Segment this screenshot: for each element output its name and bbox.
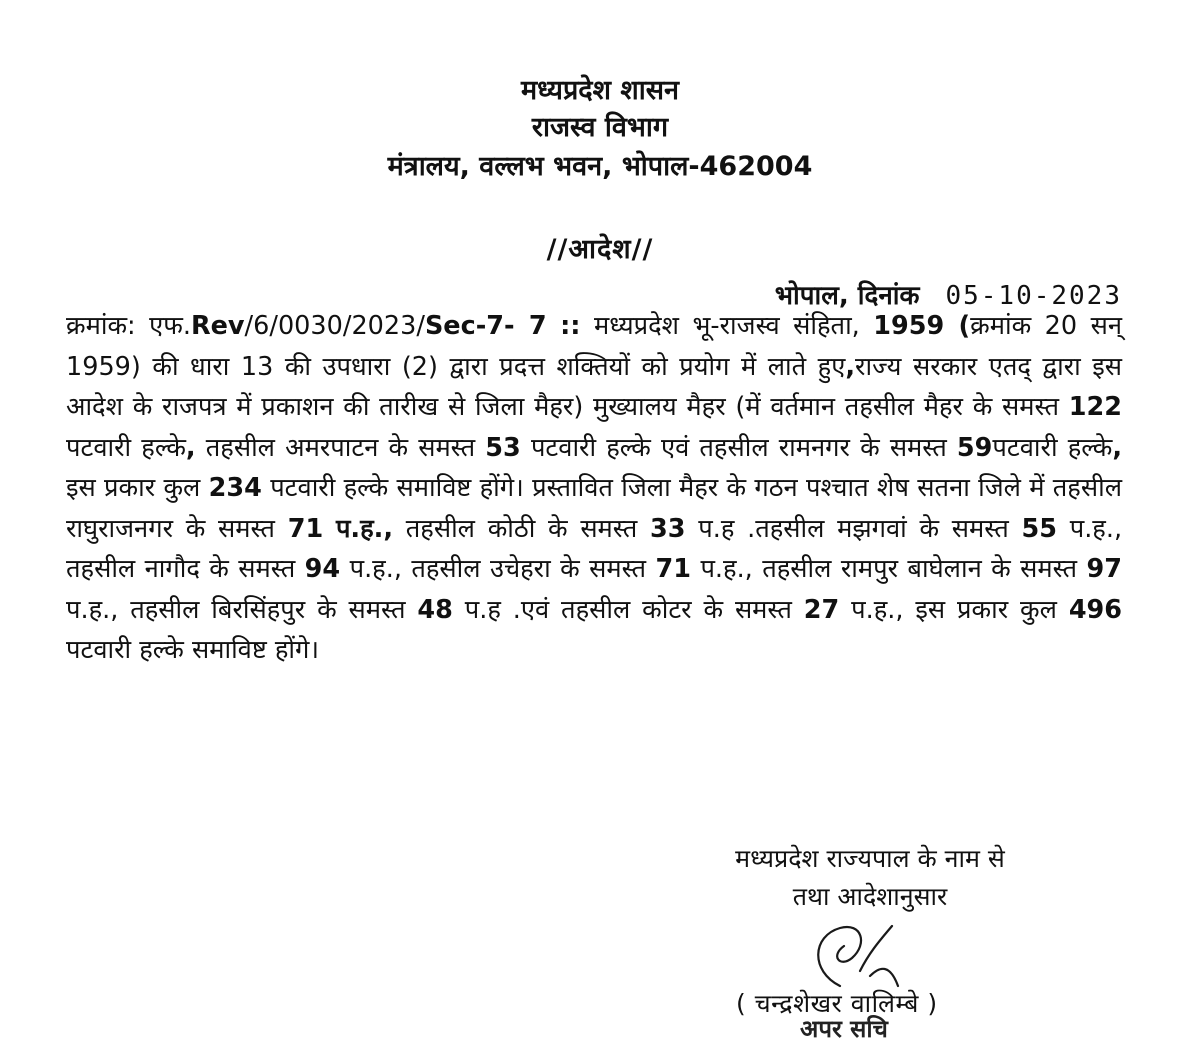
- order-body: [66, 306, 1122, 671]
- body-text-1: मध्यप्रदेश भू-राजस्व संहिता,: [594, 311, 860, 341]
- ref-section: Sec-7- 7: [424, 311, 547, 341]
- header-department: राजस्व विभाग: [531, 112, 669, 143]
- ref-separator: ::: [560, 311, 581, 341]
- body-text-4: पटवारी हल्के: [66, 432, 186, 463]
- count-majhgawan: 55: [1021, 513, 1057, 544]
- count-amarpatan: 53: [485, 432, 521, 463]
- body-text-12: प.ह .तहसील मझगवां के समस्त: [698, 513, 1009, 544]
- body-text-9: पटवारी हल्के समाविष्ट होंगे। प्रस्तावित जिला मैहर के गठन पश्चात शेष सतना जिले में तहसील राघुराजनगर के समस्त: [66, 473, 1122, 544]
- body-comma: ,: [185, 432, 196, 463]
- authority-line-2: तथा आदेशानुसार: [792, 882, 948, 911]
- count-birsinghpur: 48: [417, 594, 453, 625]
- authority-line-1: मध्यप्रदेश राज्यपाल के नाम से: [735, 844, 1005, 873]
- place-label: भोपाल, दिनांक: [774, 281, 920, 311]
- body-text-6: पटवारी हल्के एवं तहसील रामनगर के समस्त: [530, 432, 947, 463]
- body-text-16: प.ह., तहसील बिरसिंहपुर के समस्त: [66, 594, 406, 625]
- count-kotar: 27: [803, 594, 840, 625]
- count-maihar: 122: [1068, 392, 1122, 422]
- body-text-14: प.ह., तहसील उचेहरा के समस्त: [349, 554, 647, 584]
- body-comma: ,: [845, 351, 856, 382]
- ref-number: /6/0030/2023/: [244, 311, 425, 341]
- count-uchehara: 71: [655, 554, 692, 584]
- ref-prefix: एफ.: [149, 311, 191, 341]
- body-text-2: क्रमांक 20 सन् 1959) की धारा 13 की उपधारा (2) द्वारा प्रदत्त शक्तियों को प्रयोग में लाते हुए: [66, 311, 1122, 382]
- header-government: मध्यप्रदेश शासन: [520, 75, 679, 106]
- body-comma: ,: [1112, 432, 1123, 463]
- body-text-13: प.ह., तहसील नागौद के समस्त: [66, 513, 1123, 584]
- designation-text: अपर सचि: [800, 1015, 888, 1043]
- signer-name: ( चन्द्रशेखर वालिम्बे ): [736, 989, 938, 1018]
- ref-rev: Rev: [190, 311, 245, 341]
- body-text-19: पटवारी हल्के समाविष्ट होंगे।: [66, 635, 320, 665]
- body-text-18: प.ह., इस प्रकार कुल: [851, 594, 1057, 625]
- body-text-8: इस प्रकार कुल: [66, 473, 201, 503]
- count-total-maihar: 234: [208, 473, 262, 503]
- handwritten-signature: [800, 916, 930, 996]
- header-address: मंत्रालय, वल्लभ भवन, भोपाल-462004: [387, 151, 813, 182]
- count-raghurajnagar: 71: [287, 513, 324, 544]
- body-year: 1959 (: [873, 311, 971, 341]
- count-kothi: 33: [650, 513, 686, 544]
- body-text-15: प.ह., तहसील रामपुर बाघेलान के समस्त: [700, 554, 1078, 584]
- body-text-7: पटवारी हल्के: [992, 432, 1113, 463]
- body-text-11: तहसील कोठी के समस्त: [405, 513, 638, 544]
- count-rampur-baghelan: 97: [1086, 554, 1122, 584]
- ref-label: क्रमांक:: [66, 311, 136, 341]
- order-date: 05-10-2023: [945, 281, 1122, 311]
- count-total-satna: 496: [1068, 594, 1123, 625]
- body-text-10: प.ह.,: [335, 513, 394, 544]
- authority-block: [640, 840, 1100, 916]
- body-text-3: राज्य सरकार एतद् द्वारा इस आदेश के राजपत्र में प्रकाशन की तारीख से जिला मैहर) मुख्यालय मैहर (में वर्तमान तहसील मैहर के समस्त: [66, 351, 1123, 422]
- count-nagod: 94: [304, 554, 341, 584]
- signer-designation: [800, 1015, 920, 1043]
- body-text-5: तहसील अमरपाटन के समस्त: [205, 432, 476, 463]
- body-text-17: प.ह .एवं तहसील कोटर के समस्त: [464, 594, 792, 625]
- count-ramnagar: 59: [956, 432, 993, 463]
- order-title: //आदेश//: [546, 234, 654, 265]
